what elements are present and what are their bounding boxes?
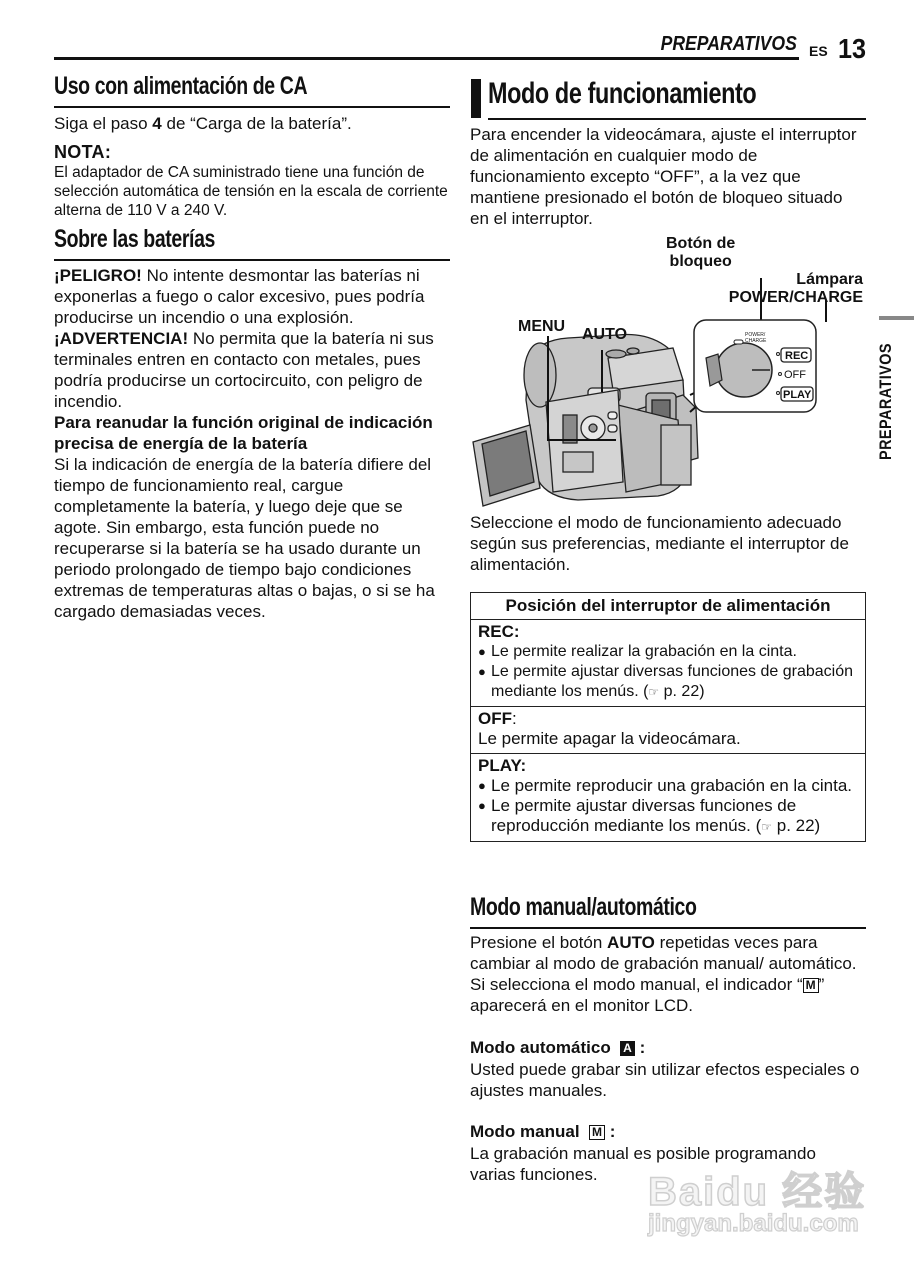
auto-button-ref: AUTO <box>607 933 655 952</box>
header-rule <box>54 57 799 60</box>
select-mode-text: Seleccione el modo de funcionamiento adecuado según sus preferencias, mediante el interruptor de alimentación. <box>470 513 849 574</box>
manual-indicator-icon: M <box>803 978 819 993</box>
row-text: Le permite apagar la videocámara. <box>478 729 741 748</box>
table-row-rec <box>471 620 865 707</box>
watermark-url: jingyan.baidu.com <box>648 1210 859 1237</box>
svg-text:PLAY: PLAY <box>783 389 812 401</box>
running-header-section: PREPARATIVOS <box>660 33 797 55</box>
label-lock-button: Botón de bloqueo <box>666 235 736 270</box>
svg-text:CHARGE: CHARGE <box>745 338 767 344</box>
auto-mode-label: Modo automático A : <box>470 1038 646 1057</box>
manual-mode-label: Modo manual M : <box>470 1122 616 1141</box>
page-number: 13 <box>838 33 867 64</box>
note-text: El adaptador de CA suministrado tiene una función de selección automática de tensión en la escala de corriente alterna de 110 V a 240 V. <box>54 164 448 219</box>
side-tab-label: PREPARATIVOS <box>876 343 895 460</box>
list-item: ● Le permite ajustar diversas funciones de grabación mediante los menús. (☞ p. 22) <box>478 663 853 700</box>
label-menu-button: MENU <box>518 318 566 335</box>
warning-text: No permita que la batería ni sus terminales entren en contacto con metales, pues podría producirse un cortocircuito, con peligro de incendio. <box>54 329 434 411</box>
heading-manual-auto: Modo manual/automático <box>470 893 697 921</box>
warning-paragraph <box>54 328 454 412</box>
svg-text:OFF: OFF <box>784 369 806 381</box>
reset-heading: Para reanudar la función original de indicación precisa de energía de la batería <box>54 413 433 453</box>
note-label: NOTA: <box>54 142 112 162</box>
switch-position-table <box>470 592 866 842</box>
heading-operation-mode: Modo de funcionamiento <box>488 77 757 110</box>
heading-rule <box>54 106 450 108</box>
manual-mode-text: La grabación manual es posible programando varias funciones. <box>470 1144 816 1184</box>
page-reference-icon: ☞ <box>648 685 660 699</box>
page-reference-icon: ☞ <box>761 820 773 834</box>
bullet-icon: ● <box>478 664 486 679</box>
table-header: Posición del interruptor de alimentación <box>471 593 865 620</box>
heading-ac-power: Uso con alimentación de CA <box>54 72 308 100</box>
power-switch-panel <box>694 320 816 412</box>
side-tab-marker <box>879 316 914 320</box>
danger-label: ¡PELIGRO! <box>54 266 142 285</box>
step-prefix: Siga el paso <box>54 114 153 133</box>
watermark-brand: Baidu 经验 <box>648 1170 867 1214</box>
manual-mode-icon: M <box>589 1125 605 1140</box>
list-item: ● Le permite reproducir una grabación en la cinta. <box>478 776 852 795</box>
manual-auto-text: Presione el botón AUTO repetidas veces para cambiar al modo de grabación manual/ automático. Si selecciona el modo manual, el indicador “ M ” aparecerá en el monitor LCD. <box>470 933 857 1015</box>
bullet-icon: ● <box>478 778 486 793</box>
ac-step-instruction <box>54 113 454 134</box>
heading-accent-bar <box>471 79 481 118</box>
bullet-icon: ● <box>478 644 486 659</box>
reset-text: Si la indicación de energía de la batería difiere del tiempo de funcionamiento real, cargue completamente la batería, y luego deje que se agote. Sin embargo, esta función puede no recuperarse si la batería se ha usado durante un periodo prolongado de tiempo bajo condiciones extremas de temperaturas altas o bajas, o si se ha cargado demasiadas veces. <box>54 455 435 621</box>
row-label: OFF: <box>478 709 517 728</box>
list-item: ● Le permite realizar la grabación en la cinta. <box>478 643 797 660</box>
row-label: PLAY: <box>478 756 527 775</box>
row-label: REC: <box>478 622 520 641</box>
svg-text:REC: REC <box>785 350 809 362</box>
table-row-play <box>471 754 865 841</box>
warning-label: ¡ADVERTENCIA! <box>54 329 189 348</box>
label-auto-button: AUTO <box>582 326 628 343</box>
danger-text: No intente desmontar las baterías ni exponerlas a fuego o calor excesivo, pues podría producirse un incendio o una explosión. <box>54 266 425 327</box>
operation-intro: Para encender la videocámara, ajuste el interruptor de alimentación en cualquier modo de funcionamiento excepto “OFF”, a la vez que mantiene presionado el botón de bloqueo situado en el interruptor. <box>470 125 857 228</box>
heading-rule <box>54 259 450 261</box>
table-row-off <box>471 707 865 754</box>
auto-mode-icon: A <box>620 1041 635 1056</box>
danger-paragraph <box>54 265 454 328</box>
bullet-icon: ● <box>478 798 486 813</box>
label-power-charge-lamp: Lámpara POWER/CHARGE <box>728 271 863 306</box>
battery-text-block <box>54 265 454 622</box>
heading-rule <box>470 927 866 929</box>
language-code: ES <box>809 43 828 59</box>
heading-rule <box>488 118 866 120</box>
auto-mode-text: Usted puede grabar sin utilizar efectos especiales o ajustes manuales. <box>470 1060 860 1100</box>
heading-batteries: Sobre las baterías <box>54 225 215 253</box>
svg-text:POWER/: POWER/ <box>745 332 766 338</box>
step-number: 4 <box>152 114 162 133</box>
list-item: ● Le permite ajustar diversas funciones de reproducción mediante los menús. (☞ p. 22) <box>478 796 821 835</box>
watermark <box>648 1160 898 1250</box>
step-suffix: de “Carga de la batería”. <box>161 114 352 133</box>
camcorder-figure <box>468 230 868 510</box>
